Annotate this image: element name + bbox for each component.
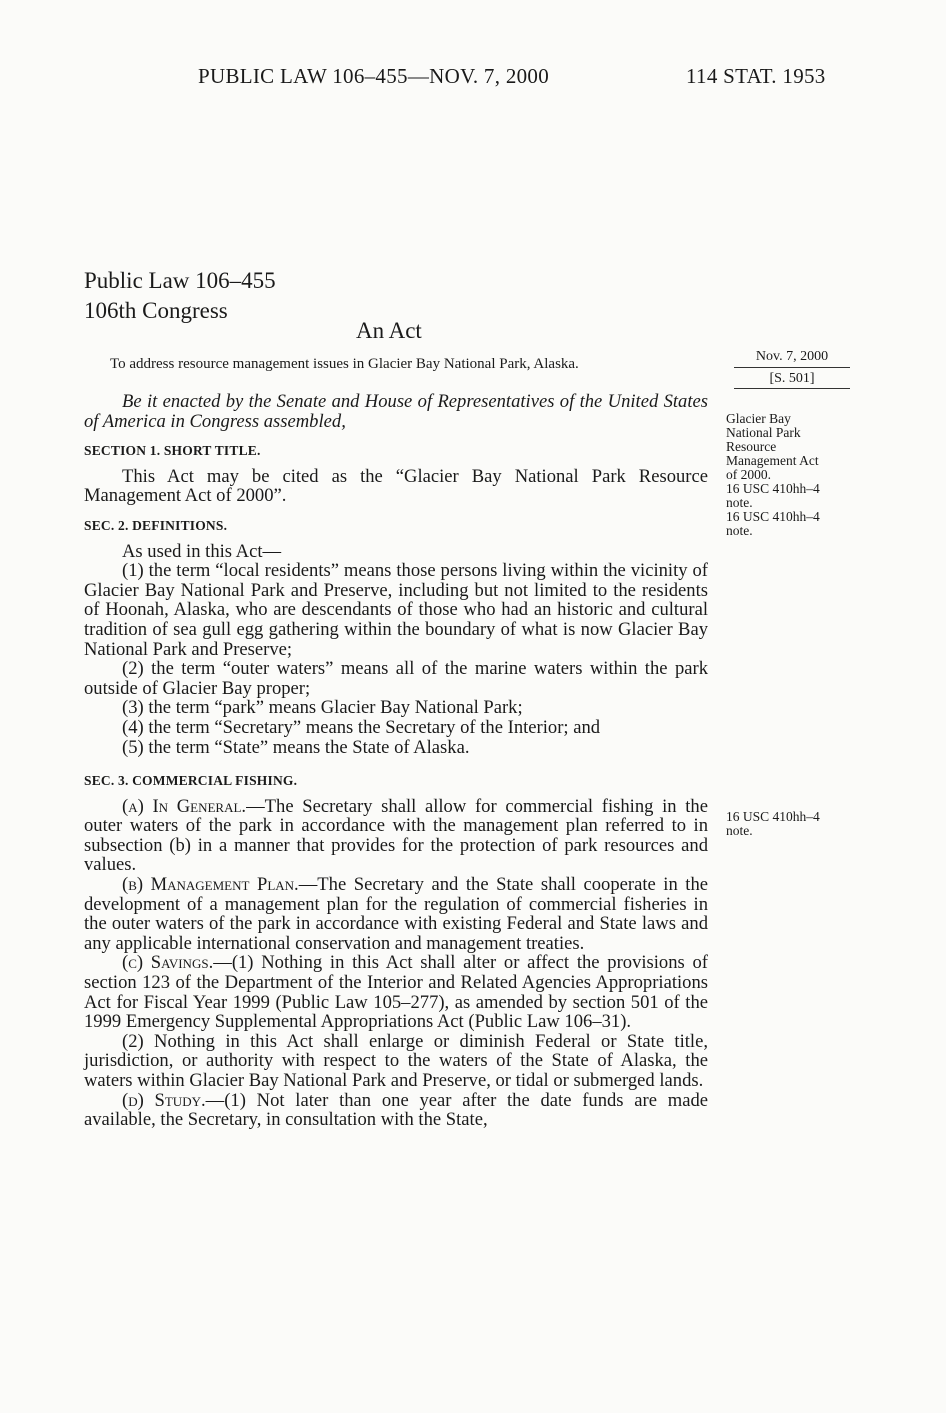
margin-line: note. (726, 823, 753, 838)
public-law-number: Public Law 106–455 (84, 268, 276, 293)
sec3-margin-note (726, 810, 856, 838)
definition-state: (5) the term “State” means the State of Alaska. (122, 736, 470, 758)
margin-line: Resource (726, 439, 777, 454)
section-2-heading: SEC. 2. DEFINITIONS. (84, 517, 228, 533)
congress-number: 106th Congress (84, 298, 228, 323)
definition-outer-waters: (2) the term “outer waters” means all of the marine waters within the park outside of Glacier Bay proper; (84, 658, 708, 699)
subsection-a (84, 797, 708, 875)
section-2-intro: As used in this Act— (122, 540, 282, 562)
section-1-heading: SECTION 1. SHORT TITLE. (84, 443, 261, 459)
margin-line: Management Act (726, 453, 819, 468)
act-purpose: To address resource management issues in Glacier Bay National Park, Alaska. (110, 356, 579, 372)
subsection-c-label: (c) Savings. (122, 952, 214, 974)
bill-number: [S. 501] (769, 371, 815, 386)
subsection-d-text: —(1) Not later than one year after the date funds are made available, the Secretary, in consultation with the State, (84, 1089, 709, 1131)
margin-line: National Park (726, 425, 801, 440)
subsection-c-2: (2) Nothing in this Act shall enlarge or diminish Federal or State title, jurisdiction, or authority with respect to the waters of the State of Alaska, the waters within Glacier Bay National Park and Preserve, or tidal or submerged lands. (84, 1030, 708, 1091)
subsection-c (84, 953, 708, 1031)
section-1-text: This Act may be cited as the “Glacier Bay National Park Resource Management Act of 2000”. (84, 465, 708, 507)
date-rule (734, 367, 850, 368)
subsection-a-label: (a) In General. (122, 795, 247, 817)
subsection-d (84, 1091, 708, 1130)
bill-rule (734, 388, 850, 389)
an-act-heading: An Act (356, 318, 422, 343)
margin-line: 16 USC 410hh–4 (726, 481, 820, 496)
subsection-a-text: —The Secretary shall allow for commercial fishing in the outer waters of the park in accordance with the management plan referred to in subsection (b) in a manner that provides for the protection of park resources and values. (84, 795, 708, 876)
running-head-left: PUBLIC LAW 106–455—NOV. 7, 2000 (198, 64, 550, 88)
section-3-heading: SEC. 3. COMMERCIAL FISHING. (84, 773, 298, 789)
definition-local-residents: (1) the term “local residents” means those persons living within the vicinity of Glacier Bay National Park and Preserve, including but not limited to the residents of Hoonah, Alaska, who are descendants of those who had an historic and cultural tradition of sea gull egg gathering within the boundary of what is now Glacier Bay National Park and Preserve; (84, 560, 708, 660)
act-body (84, 392, 708, 1130)
subsection-b (84, 875, 708, 953)
margin-line: 16 USC 410hh–4 (726, 809, 820, 824)
subsection-c-text: —(1) Nothing in this Act shall alter or affect the provisions of section 123 of the Department of the Interior and Related Agencies Appropriations Act for Fiscal Year 1999 (Public Law 105–277), as amended by section 501 of the 1999 Emergency Supplemental Appropriations Act (Public Law 106–31). (84, 952, 708, 1033)
margin-line: note. (726, 523, 753, 538)
enactment-date-note (734, 348, 850, 389)
subsection-d-label: (d) Study. (122, 1089, 206, 1111)
subsection-b-text: —The Secretary and the State shall cooperate in the development of a management plan for the regulation of commercial fisheries in the outer waters of the park in accordance with existing Federal and State laws and any applicable international conservation and management treaties. (84, 874, 708, 954)
definition-park: (3) the term “park” means Glacier Bay National Park; (122, 697, 523, 719)
subsection-b-label: (b) Management Plan. (122, 874, 299, 896)
margin-line: 16 USC 410hh–4 (726, 509, 820, 524)
enacting-clause: Be it enacted by the Senate and House of Representatives of the United States of America in Congress assembled, (84, 391, 708, 432)
margin-line: Glacier Bay (726, 411, 791, 426)
margin-line: note. (726, 495, 753, 510)
enactment-date: Nov. 7, 2000 (755, 349, 829, 364)
running-head-right: 114 STAT. 1953 (686, 64, 826, 88)
definition-secretary: (4) the term “Secretary” means the Secretary of the Interior; and (122, 716, 601, 738)
short-title-margin-note (726, 412, 856, 538)
title-block (84, 266, 276, 326)
margin-line: of 2000. (726, 467, 771, 482)
